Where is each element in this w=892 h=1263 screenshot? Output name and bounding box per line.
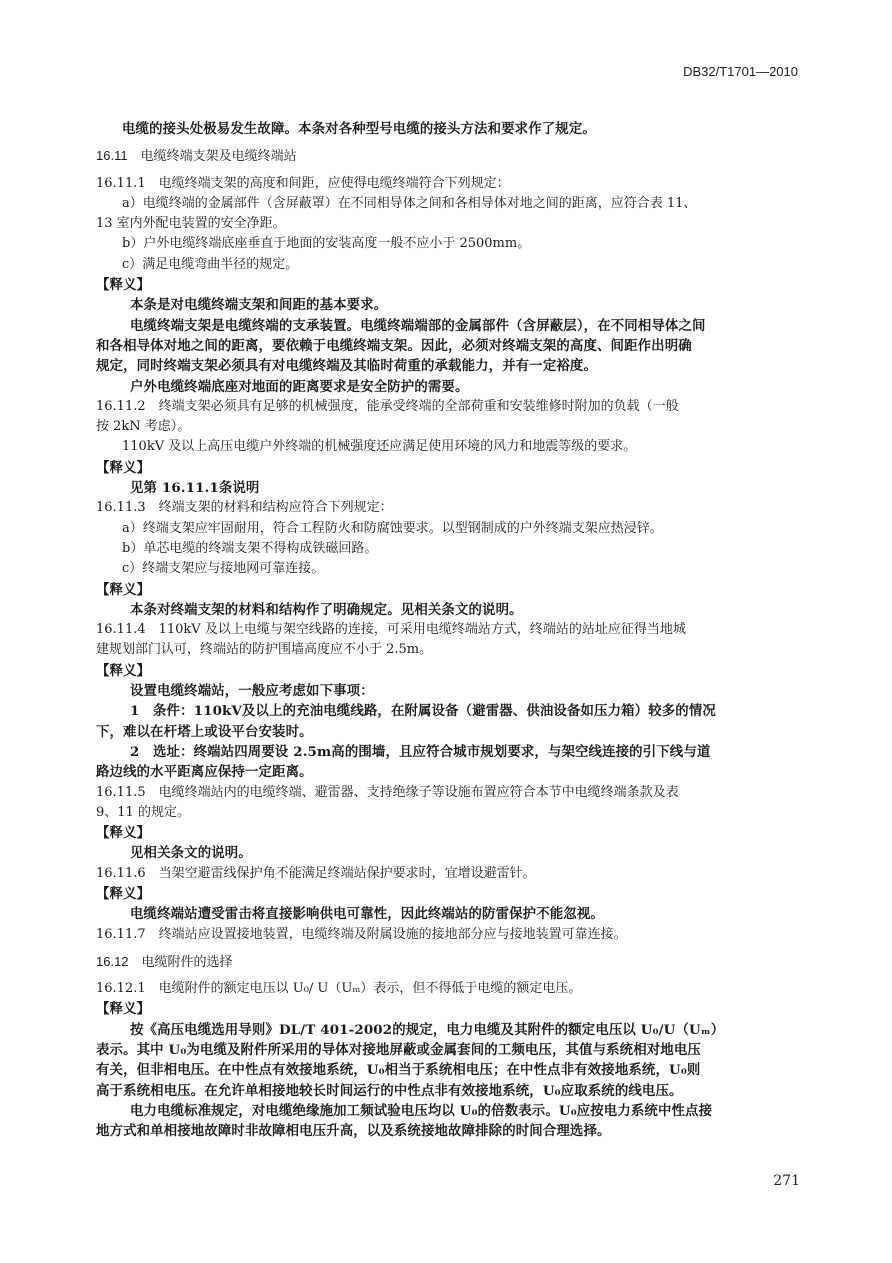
clause-line: 16.12.1 电缆附件的额定电压以 U₀/ U（Uₘ）表示，但不得低于电缆的额定电压。 <box>96 981 582 997</box>
text-line: 本条是对电缆终端支架和间距的基本要求。 <box>130 297 388 314</box>
text-line: b）户外电缆终端底座垂直于地面的安装高度一般不应小于 2500mm。 <box>122 236 531 252</box>
clause-line: 16.11.1 电缆终端支架的高度和间距，应使得电缆终端符合下列规定： <box>96 175 510 191</box>
text-line: 地方式和单相接地故障时非故障相电压升高，以及系统接地故障排除的时间合理选择。 <box>96 1123 611 1140</box>
text-line: 表示。其中 U₀为电缆及附件所采用的导体对接地屏蔽或金属套间的工频电压，其值与系统相对地电压 <box>96 1042 701 1059</box>
text-line: 和各相导体对地之间的距离，要依赖于电缆终端支架。因此，必须对终端支架的高度、间距作出明确 <box>96 337 692 354</box>
text-line: 电力电缆标准规定，对电缆绝缘施加工频试验电压均以 U₀的倍数表示。U₀应按电力系统中性点接 <box>130 1102 713 1119</box>
text-line: c）满足电缆弯曲半径的规定。 <box>122 256 299 272</box>
clause-line: 16.11.6 当架空避雷线保护角不能满足终端站保护要求时，宜增设避雷针。 <box>96 865 536 881</box>
interpretation-label: 【释义】 <box>96 825 151 842</box>
text-line: 本条对终端支架的材料和结构作了明确规定。见相关条文的说明。 <box>130 601 523 618</box>
text-line: a）电缆终端的金属部件（含屏蔽罩）在不同相导体之间和各相导体对地之间的距离，应符合表 11、 <box>122 195 697 211</box>
text-line: 2 选址：终端站四周要设 2.5m高的围墙，且应符合城市规划要求，与架空线连接的引下线与道 <box>130 743 711 760</box>
section-heading: 16.11 电缆终端支架及电缆终端站 <box>96 148 297 164</box>
text-line: 电缆终端支架是电缆终端的支承装置。电缆终端端部的金属部件（含屏蔽层），在不同相导体之间 <box>130 317 706 334</box>
text-line: a）终端支架应牢固耐用，符合工程防火和防腐蚀要求。以型钢制成的户外终端支架应热浸锌。 <box>122 520 663 536</box>
clause-line: 16.11.5 电缆终端站内的电缆终端、避雷器、支持绝缘子等设施布置应符合本节中电缆终端条款及表 <box>96 784 679 800</box>
interpretation-label: 【释义】 <box>96 662 151 679</box>
text-line: 路边线的水平距离应保持一定距离。 <box>96 764 313 781</box>
clause-line: 16.11.7 终端站应设置接地装置，电缆终端及附属设施的接地部分应与接地装置可靠连接。 <box>96 926 627 942</box>
clause-line: 16.11.3 终端支架的材料和结构应符合下列规定： <box>96 500 393 516</box>
text-line: c）终端支架应与接地网可靠连接。 <box>122 561 325 577</box>
interpretation-label: 【释义】 <box>96 459 151 476</box>
text-line: 规定，同时终端支架必须具有对电缆终端及其临时荷重的承载能力，并有一定裕度。 <box>96 358 598 375</box>
text-line: 有关，但非相电压。在中性点有效接地系统，U₀相当于系统相电压；在中性点非有效接地系统，U₀则 <box>96 1062 701 1079</box>
text-line: 下，难以在杆塔上或设平台安装时。 <box>96 723 313 740</box>
interpretation-label: 【释义】 <box>96 885 151 902</box>
text-line: b）单芯电缆的终端支架不得构成铁磁回路。 <box>122 540 378 556</box>
page-number: 271 <box>773 1173 800 1189</box>
text-line: 电缆的接头处极易发生故障。本条对各种型号电缆的接头方法和要求作了规定。 <box>122 121 596 137</box>
text-line: 9、11 的规定。 <box>96 804 190 820</box>
section-heading: 16.12 电缆附件的选择 <box>96 953 233 969</box>
text-line: 按 2kN 考虑）。 <box>96 419 191 435</box>
document-code: DB32/T1701—2010 <box>683 64 798 79</box>
text-line: 高于系统相电压。在允许单相接地较长时间运行的中性点非有效接地系统，U₀应取系统的线电压。 <box>96 1082 683 1099</box>
clause-line: 16.11.4 110kV 及以上电缆与架空线路的连接，可采用电缆终端站方式，终端站的站址应征得当地城 <box>96 622 686 638</box>
text-line: 1 条件：110kV及以上的充油电缆线路，在附属设备（避雷器、供油设备如压力箱）较多的情况 <box>130 703 716 720</box>
clause-line: 16.11.2 终端支架必须具有足够的机械强度，能承受终端的全部荷重和安装维修时附加的负载（一般 <box>96 398 679 414</box>
text-line: 设置电缆终端站，一般应考虑如下事项： <box>130 683 374 700</box>
interpretation-label: 【释义】 <box>96 581 151 598</box>
text-line: 电缆终端站遭受雷击将直接影响供电可靠性，因此终端站的防雷保护不能忽视。 <box>130 906 604 923</box>
text-line: 110kV 及以上高压电缆户外终端的机械强度还应满足使用环境的风力和地震等级的要求。 <box>122 439 637 455</box>
text-line: 见相关条文的说明。 <box>130 845 252 862</box>
text-line: 按《高压电缆选用导则》DL/T 401-2002的规定，电力电缆及其附件的额定电压以 U₀/U（Uₘ） <box>130 1021 725 1038</box>
text-line: 建规划部门认可，终端站的防护围墙高度应不小于 2.5m。 <box>96 642 433 658</box>
interpretation-label: 【释义】 <box>96 277 151 294</box>
interpretation-label: 【释义】 <box>96 1001 151 1018</box>
page-body <box>96 119 798 1142</box>
text-line: 户外电缆终端底座对地面的距离要求是安全防护的需要。 <box>130 378 469 395</box>
text-line: 13 室内外配电装置的安全净距。 <box>96 216 286 232</box>
text-line: 见第 16.11.1条说明 <box>130 480 260 497</box>
